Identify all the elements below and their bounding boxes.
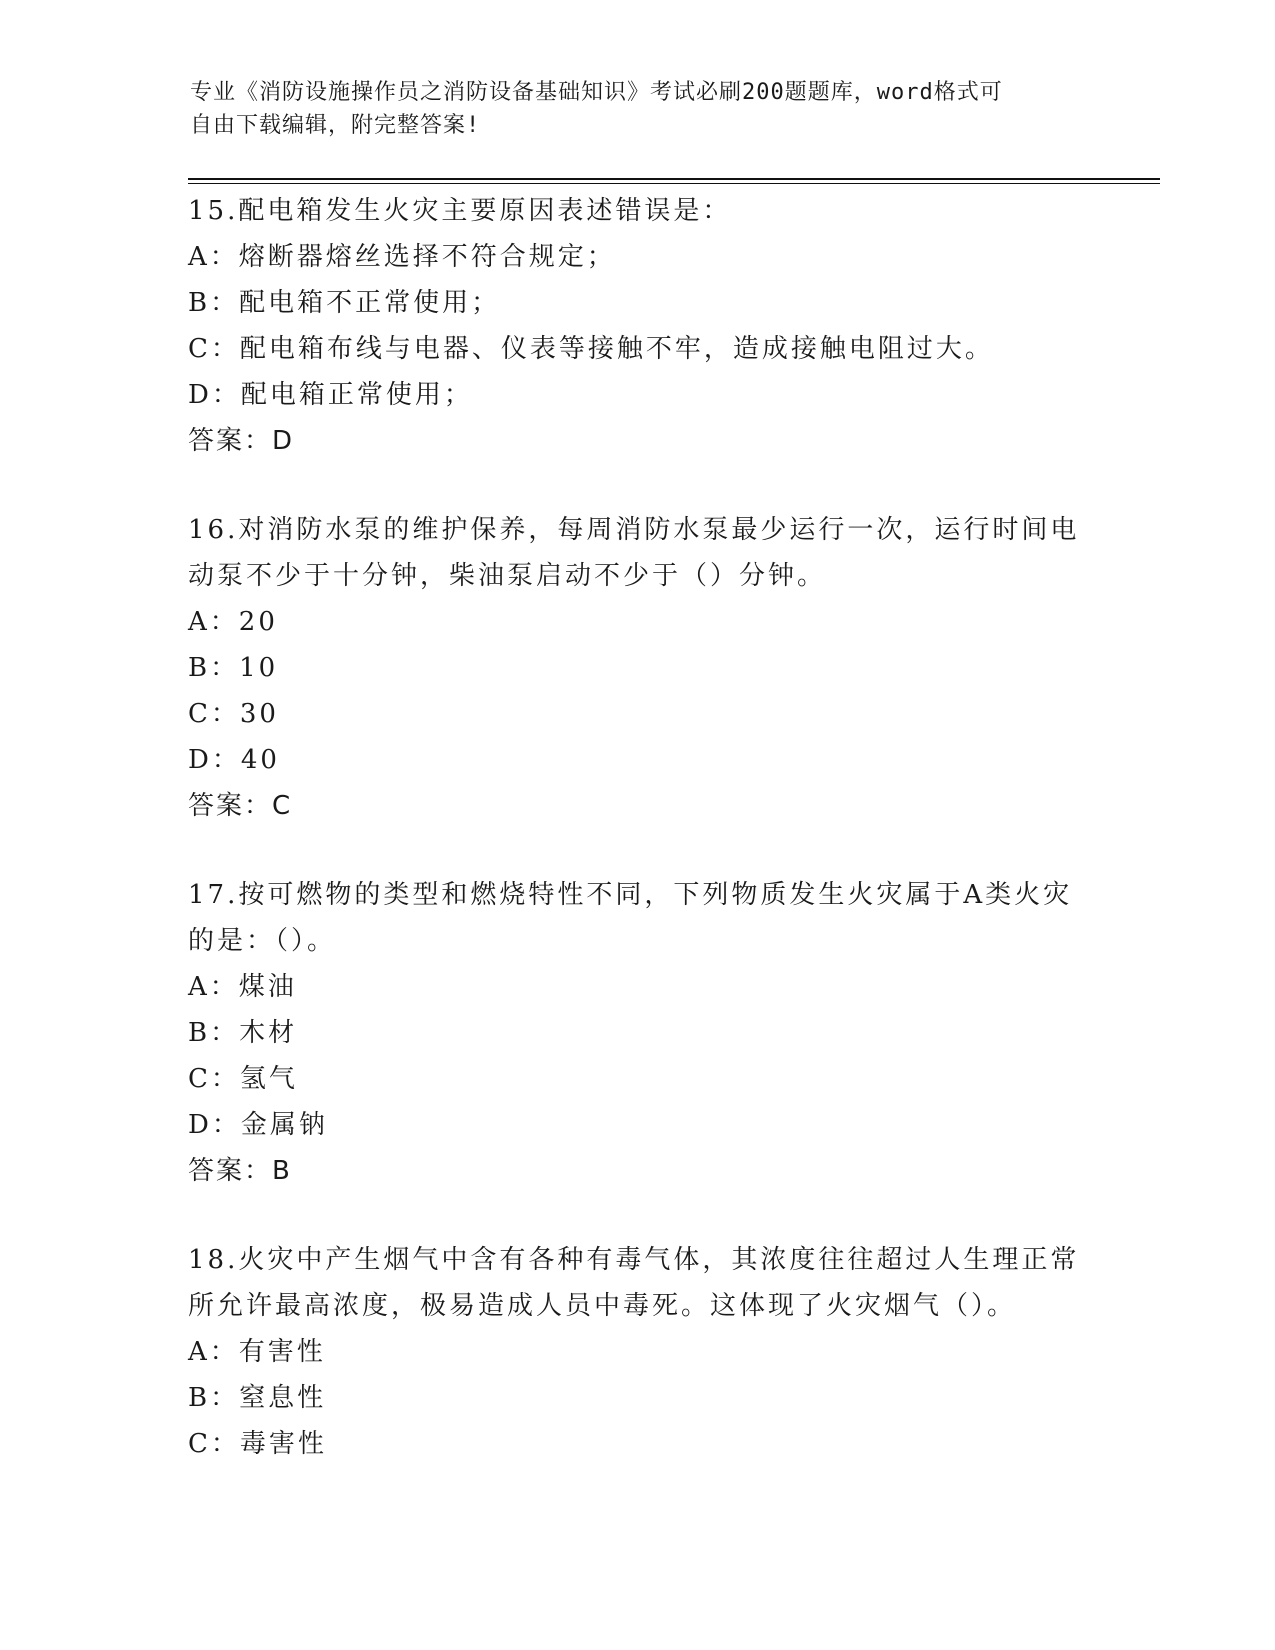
answer-option: B：木材: [188, 1018, 298, 1048]
answer-option: D：配电箱正常使用；: [188, 380, 473, 410]
question-block: [188, 507, 1088, 829]
answer-key: 答案：C: [188, 791, 293, 821]
question-list: [188, 188, 1088, 1467]
question-text-line: 18.火灾中产生烟气中含有各种有毒气体，其浓度往往超过人生理正常: [188, 1245, 1080, 1275]
question-text-line: 16.对消防水泵的维护保养，每周消防水泵最少运行一次，运行时间电: [188, 515, 1080, 545]
header-line-2: 自由下载编辑，附完整答案!: [190, 113, 481, 138]
question-spacer: [188, 464, 1088, 507]
question-block: [188, 188, 1088, 464]
header-line-1: 专业《消防设施操作员之消防设备基础知识》考试必刷200题题库，word格式可: [190, 80, 1003, 105]
question-spacer: [188, 1194, 1088, 1237]
question-text-line: 所允许最高浓度，极易造成人员中毒死。这体现了火灾烟气（）。: [188, 1291, 1017, 1321]
question-text-line: 15.配电箱发生火灾主要原因表述错误是：: [188, 196, 732, 226]
question-text-line: 17.按可燃物的类型和燃烧特性不同，下列物质发生火灾属于A类火灾: [188, 880, 1073, 910]
question-spacer: [188, 829, 1088, 872]
answer-option: C：氢气: [188, 1064, 298, 1094]
document-header: [190, 76, 1090, 142]
answer-key: 答案：D: [188, 426, 295, 456]
answer-option: B：配电箱不正常使用；: [188, 288, 501, 318]
header-divider-thin: [188, 183, 1160, 184]
question-block: [188, 1237, 1088, 1467]
answer-option: A：煤油: [188, 972, 297, 1002]
answer-option: D：金属钠: [188, 1110, 328, 1140]
answer-option: D：40: [188, 745, 280, 775]
question-block: [188, 872, 1088, 1194]
answer-option: B：10: [188, 653, 279, 683]
answer-option: A：有害性: [188, 1337, 326, 1367]
header-divider: [188, 178, 1160, 180]
question-text-line: 动泵不少于十分钟，柴油泵启动不少于（）分钟。: [188, 561, 827, 591]
answer-option: C：毒害性: [188, 1429, 327, 1459]
question-text-line: 的是：（）。: [188, 926, 337, 956]
answer-option: C：30: [188, 699, 279, 729]
answer-option: A：20: [188, 607, 278, 637]
answer-option: B：窒息性: [188, 1383, 327, 1413]
answer-option: C：配电箱布线与电器、仪表等接触不牢，造成接触电阻过大。: [188, 334, 994, 364]
answer-key: 答案：B: [188, 1156, 292, 1186]
answer-option: A：熔断器熔丝选择不符合规定；: [188, 242, 616, 272]
